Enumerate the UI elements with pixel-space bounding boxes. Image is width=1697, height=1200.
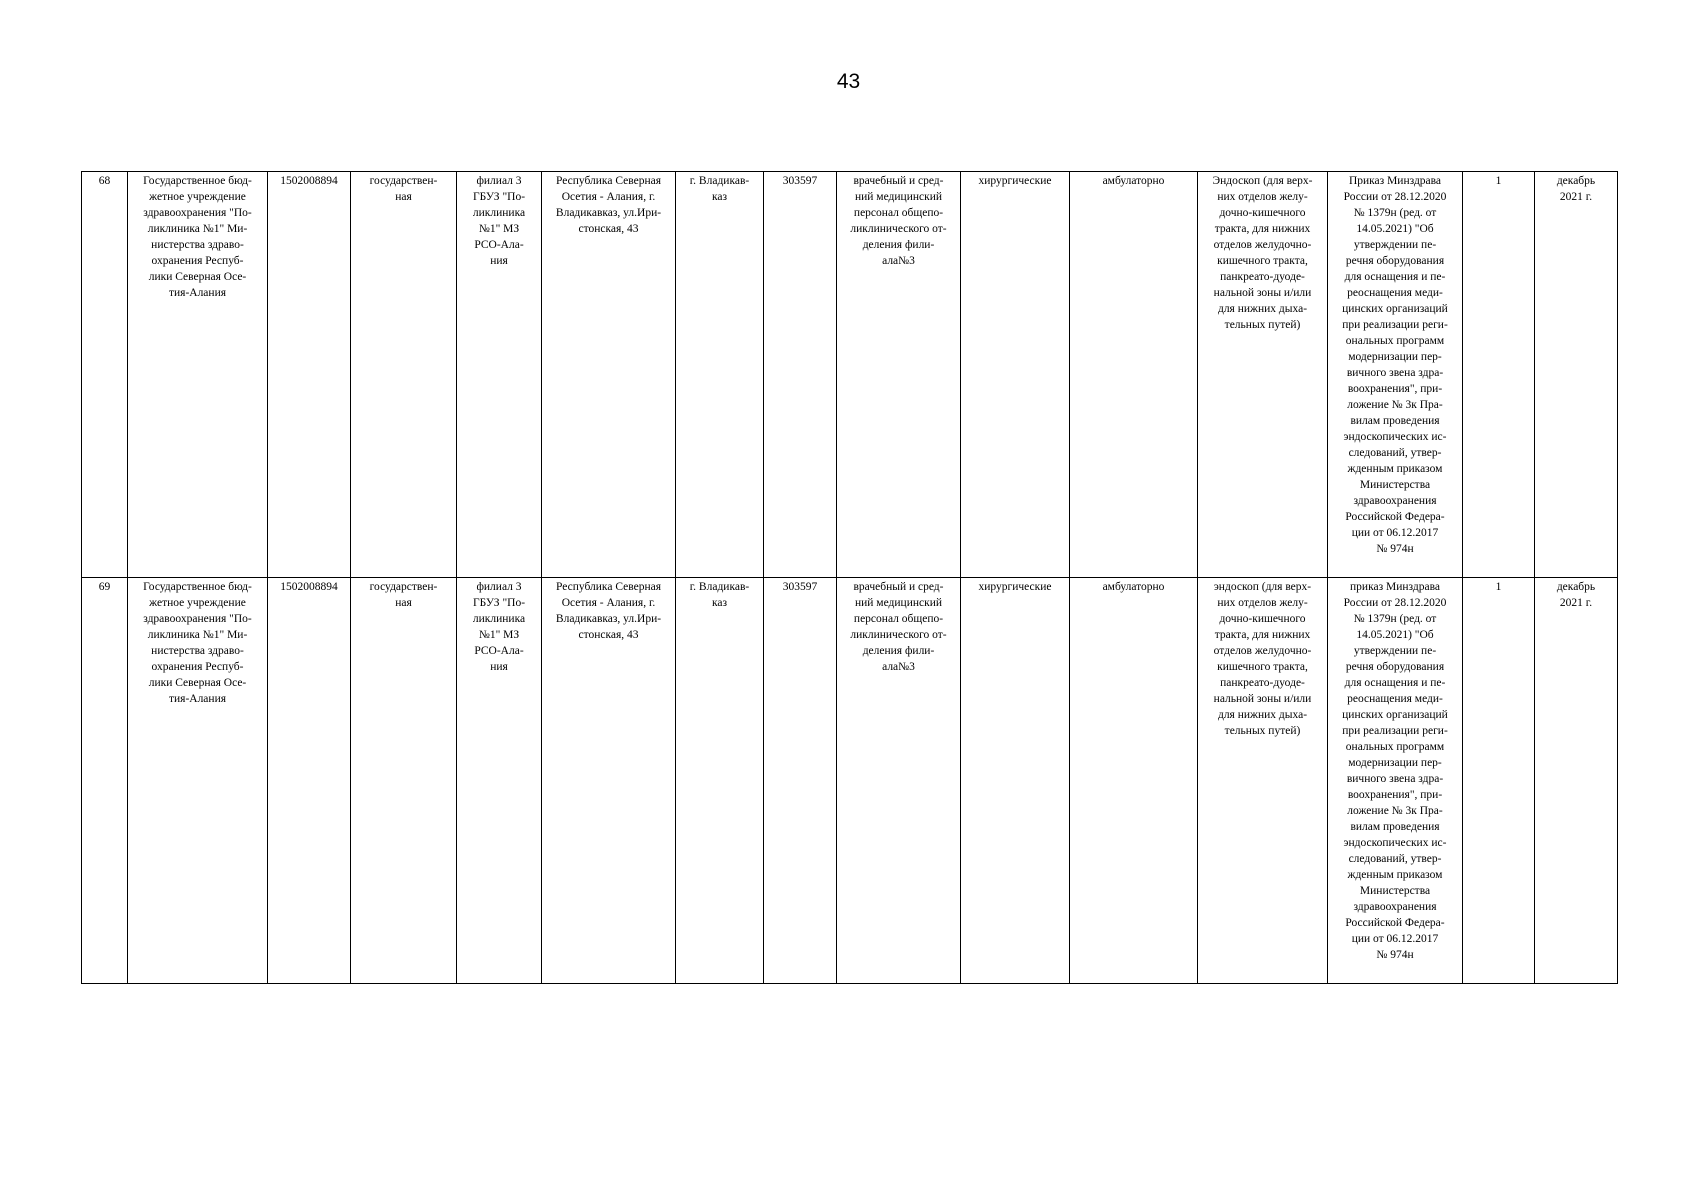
cell-conditions: амбулаторно [1070,578,1198,984]
cell-inn: 1502008894 [268,172,351,578]
cell-inn: 1502008894 [268,578,351,984]
page-number: 43 [836,70,861,93]
cell-date: декабрь 2021 г. [1535,578,1618,984]
cell-legal-basis: приказ Минздрава России от 28.12.2020 № 1379н (ред. от 14.05.2021) "Об утверждении пе- речня оборудования для оснащения и пе- реоснащения меди- цинских организаций при реализации реги- ональных программ модернизации пер- вичного звена здра- воохранения", при- ложение № 3к Пра- вилам проведения эндоскопических ис- следований, утвер- жденным приказом Министерства здравоохранения Российской Федера- ции от 06.12.2017 № 974н [1328,578,1463,984]
cell-profile: хирургические [961,578,1070,984]
cell-equipment: эндоскоп (для верх- них отделов желу- дочно-кишечного тракта, для нижних отделов желудочно- кишечного тракта, панкреато-дуоде- нальной зоны и/или для нижних дыха- тельных путей) [1198,578,1328,984]
cell-address: Республика Северная Осетия - Алания, г. Владикавказ, ул.Ири- стонская, 43 [542,578,676,984]
table-row [82,578,1618,984]
cell-ownership: государствен- ная [351,172,457,578]
cell-row-number: 68 [82,172,128,578]
cell-ownership: государствен- ная [351,578,457,984]
cell-conditions: амбулаторно [1070,172,1198,578]
cell-legal-basis: Приказ Минздрава России от 28.12.2020 № 1379н (ред. от 14.05.2021) "Об утверждении пе- речня оборудования для оснащения и пе- реоснащения меди- цинских организаций при реализации реги- ональных программ модернизации пер- вичного звена здра- воохранения", при- ложение № 3к Пра- вилам проведения эндоскопических ис- следований, утвер- жденным приказом Министерства здравоохранения Российской Федера- ции от 06.12.2017 № 974н [1328,172,1463,578]
cell-equipment: Эндоскоп (для верх- них отделов желу- дочно-кишечного тракта, для нижних отделов желудочно- кишечного тракта, панкреато-дуоде- нальной зоны и/или для нижних дыха- тельных путей) [1198,172,1328,578]
cell-staff: врачебный и сред- ний медицинский персонал общепо- ликлинического от- деления фили- ала№3 [837,578,961,984]
cell-organization: Государственное бюд- жетное учреждение здравоохранения "По- ликлиника №1" Ми- нистерства здраво- охранения Респуб- лики Северная Осе- тия-Алания [128,578,268,984]
table-row [82,172,1618,578]
cell-address: Республика Северная Осетия - Алания, г. Владикавказ, ул.Ири- стонская, 43 [542,172,676,578]
cell-city: г. Владикав- каз [676,578,764,984]
cell-staff: врачебный и сред- ний медицинский персонал общепо- ликлинического от- деления фили- ала№3 [837,172,961,578]
cell-branch: филиал 3 ГБУЗ "По- ликлиника №1" МЗ РСО-Ала- ния [457,172,542,578]
cell-code: 303597 [764,578,837,984]
cell-organization: Государственное бюд- жетное учреждение здравоохранения "По- ликлиника №1" Ми- нистерства здраво- охранения Респуб- лики Северная Осе- тия-Алания [128,172,268,578]
equipment-registry-table [81,171,1618,984]
cell-quantity: 1 [1463,578,1535,984]
cell-code: 303597 [764,172,837,578]
cell-city: г. Владикав- каз [676,172,764,578]
cell-row-number: 69 [82,578,128,984]
cell-date: декабрь 2021 г. [1535,172,1618,578]
cell-branch: филиал 3 ГБУЗ "По- ликлиника №1" МЗ РСО-Ала- ния [457,578,542,984]
cell-quantity: 1 [1463,172,1535,578]
cell-profile: хирургические [961,172,1070,578]
